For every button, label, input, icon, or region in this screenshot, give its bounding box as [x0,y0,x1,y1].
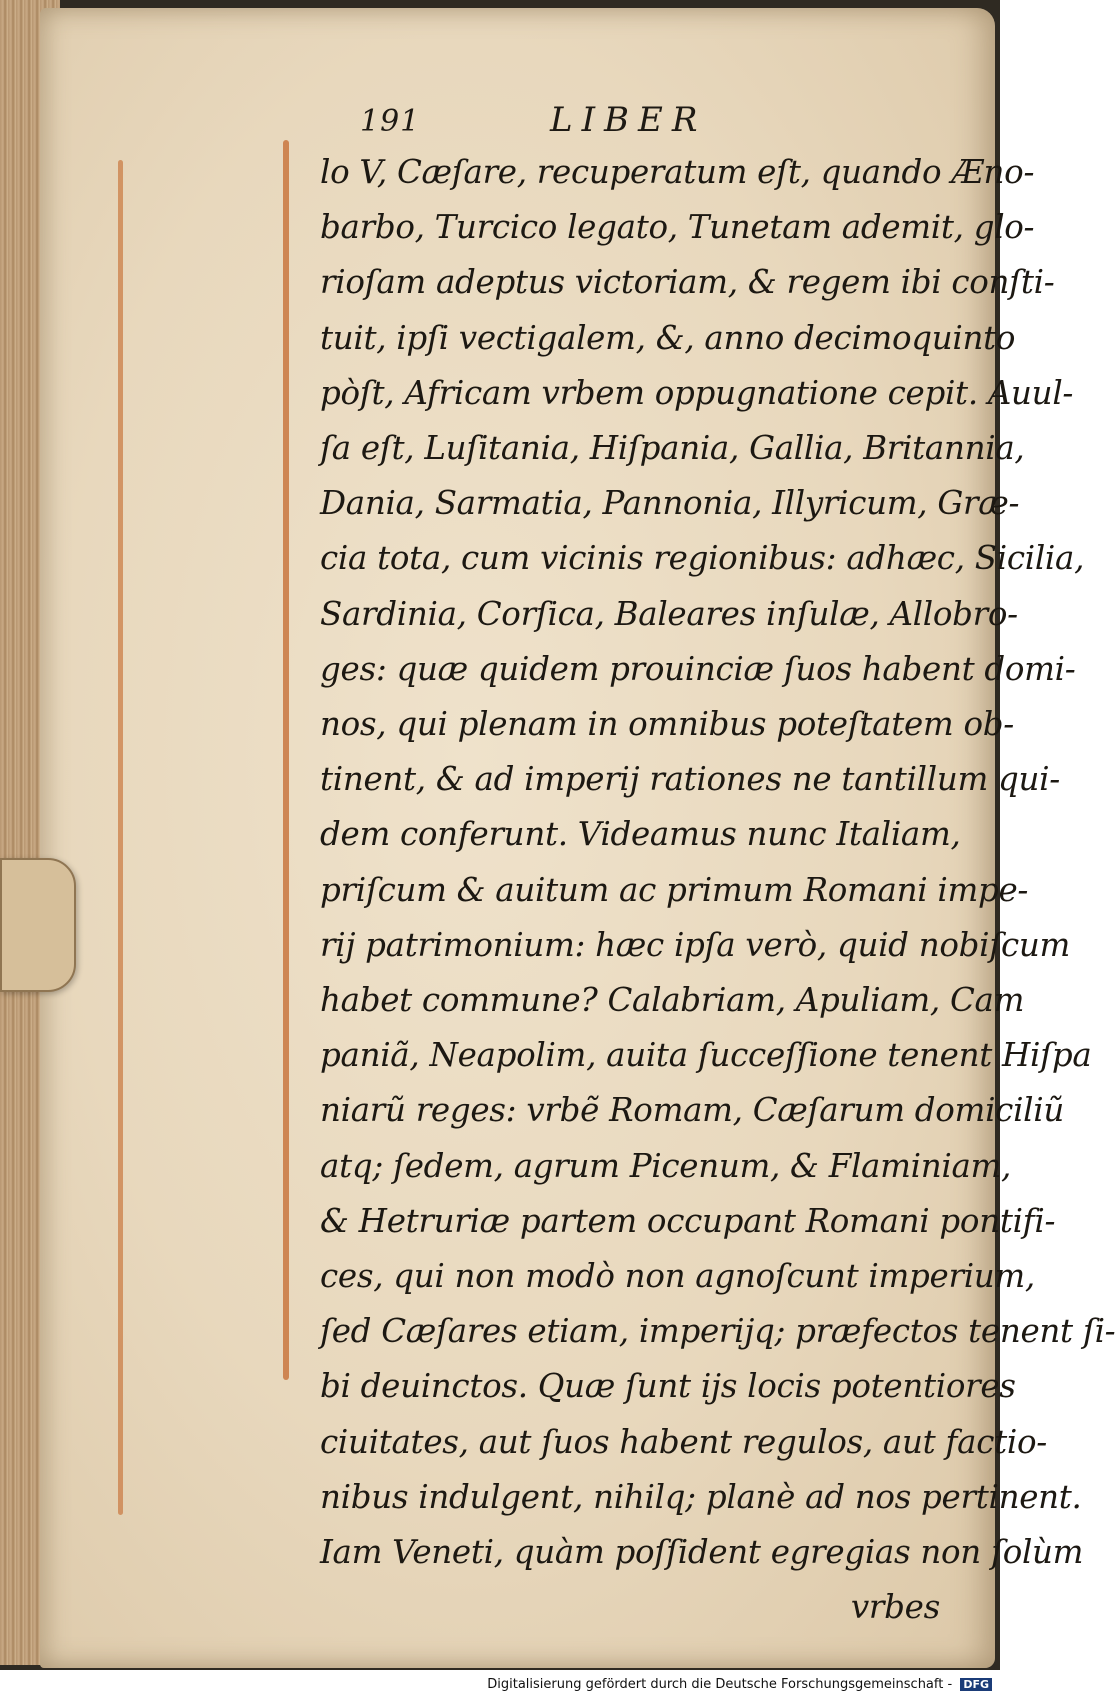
text-line: Sardinia, Corſica, Baleares inſulæ, Allobro- [320,594,1018,633]
catchword: vrbes [850,1588,940,1627]
margin-rule-right [283,140,289,1380]
text-line: priſcum & auitum ac primum Romani impe- [320,870,1029,909]
text-line: nos, qui plenam in omnibus poteſtatem ob- [320,705,1014,744]
text-line: paniã, Neapolim, auita ſucceſſione tenent Hiſpa [320,1036,1092,1075]
text-line: habet commune? Calabriam, Apuliam, Cam [320,981,1025,1020]
dfg-logo: DFG [960,1678,992,1691]
text-line: ſed Cæſares etiam, imperijq; præfectos tenent ſi- [320,1312,1115,1351]
text-line: atq; ſedem, agrum Picenum, & Flaminiam, [320,1146,1012,1185]
text-line: ſa eſt, Luſitania, Hiſpania, Gallia, Britannia, [320,429,1025,468]
text-line: dem conferunt. Videamus nunc Italiam, [320,815,961,854]
text-line: rij patrimonium: hæc ipſa verò, quid nobiſcum [320,925,1070,964]
margin-rule-left [118,160,123,1515]
text-line: tinent, & ad imperij rationes ne tantillum qui- [320,760,1060,799]
text-line: Dania, Sarmatia, Pannonia, Illyricum, Græ- [320,484,1020,523]
text-line: ges: quæ quidem prouinciæ ſuos habent domi- [320,649,1076,688]
digitization-credit [483,1675,996,1694]
body-text [320,145,1115,1635]
text-line: ces, qui non modò non agnoſcunt imperium, [320,1257,1035,1296]
text-line: tuit, ipſi vectigalem, &, anno decimoquinto [320,318,1016,357]
running-head: LIBER [550,100,707,140]
text-line: niarũ reges: vrbẽ Romam, Cæſarum domiciliũ [320,1091,1064,1130]
text-line: Iam Veneti, quàm poſſident egregias non ſolùm [320,1533,1084,1572]
text-line: nibus indulgent, nihilq; planè ad nos pertinent. [320,1477,1082,1516]
text-line: lo V, Cæſare, recuperatum eſt, quando Æno- [320,153,1035,191]
text-line: pòſt, Africam vrbem oppugnatione cepit. Auul- [320,373,1074,412]
text-line: rioſam adeptus victoriam, & regem ibi conſti- [320,263,1055,302]
credit-text: Digitalisierung gefördert durch die Deutsche Forschungsgemeinschaft - [487,1677,953,1692]
text-line: ciuitates, aut ſuos habent regulos, aut factio- [320,1422,1047,1461]
text-line: bi deuinctos. Quæ ſunt ijs locis potentiores [320,1367,1016,1406]
bookmark-tab [0,858,76,992]
text-line: cia tota, cum vicinis regionibus: adhæc, Sicilia, [320,539,1085,578]
page-number: 191 [360,104,421,139]
text-line: barbo, Turcico legato, Tunetam ademit, glo- [320,208,1035,247]
text-line: & Hetruriæ partem occupant Romani pontifi- [320,1201,1056,1240]
